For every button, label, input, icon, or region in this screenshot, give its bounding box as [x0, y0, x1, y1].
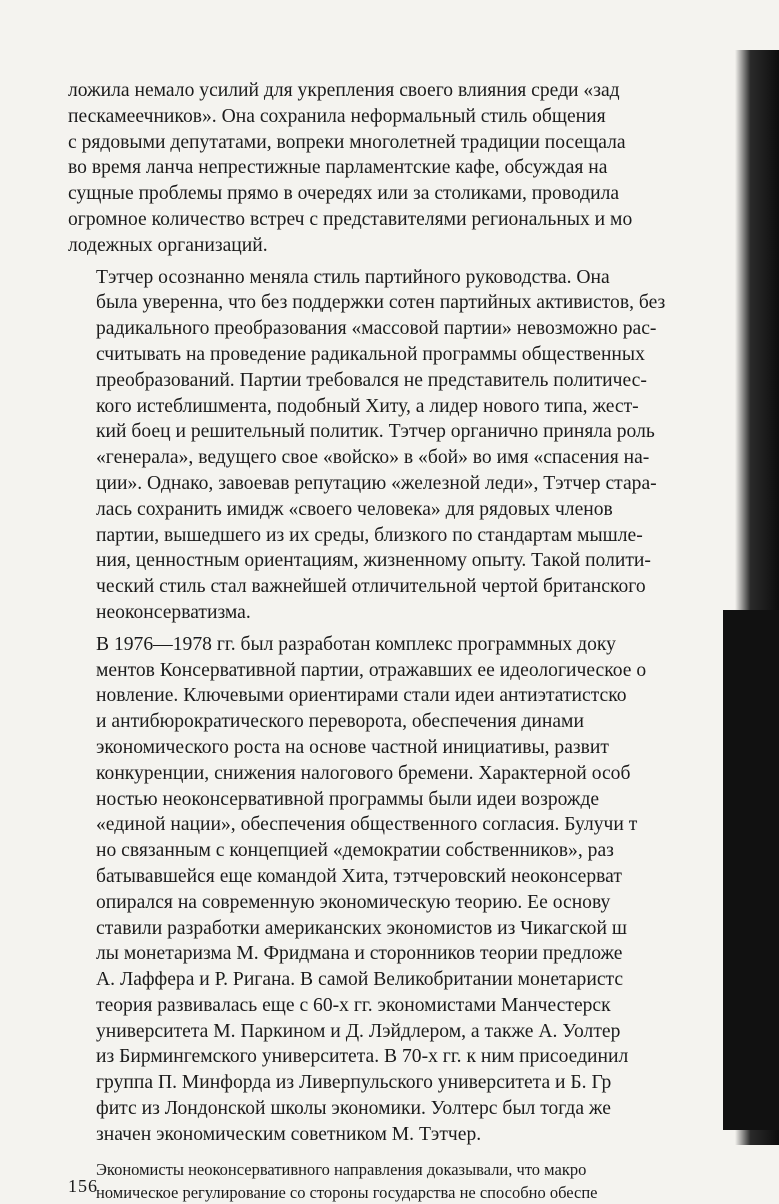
text-line: ставили разработки американских экономистов из Чикагской ш	[96, 917, 627, 939]
text-line: конкуренции, снижения налогового бремени. Характерной особ	[96, 762, 631, 784]
text-line: лась сохранить имидж «своего человека» для рядовых членов	[96, 498, 613, 520]
text-line: была уверенна, что без поддержки сотен партийных активистов, без	[96, 292, 666, 314]
text-line: номическое регулирование со стороны государства не способно обеспе	[96, 1182, 598, 1202]
paragraph-1	[68, 78, 720, 259]
text-line: неоконсерватизма.	[96, 601, 251, 623]
text-line: А. Лаффера и Р. Ригана. В самой Великобритании монетаристс	[96, 969, 624, 991]
text-line: сущные проблемы прямо в очередях или за столиками, проводила	[68, 183, 620, 205]
text-line: ложила немало усилий для укрепления своего влияния среди «зад	[68, 80, 620, 101]
text-line: ментов Консервативной партии, отражавших ее идеологическое о	[96, 659, 647, 681]
text-line: ции». Однако, завоевав репутацию «железной леди», Тэтчер стара-	[96, 472, 657, 494]
text-line: кого истеблишмента, подобный Хиту, а лидер нового типа, жест-	[96, 395, 639, 417]
text-line: партии, вышедшего из их среды, близкого по стандартам мышле-	[96, 524, 643, 546]
text-line: Тэтчер осознанно меняла стиль партийного руководства. Она	[96, 266, 610, 288]
scan-dark-edge	[735, 50, 779, 1145]
text-line: новление. Ключевыми ориентирами стали идеи антиэтатистско	[96, 685, 627, 707]
text-line: группа П. Минфорда из Ливерпульского университета и Б. Гр	[96, 1072, 612, 1094]
text-line: но связанным с концепцией «демократии собственников», раз	[96, 840, 614, 862]
text-line: из Бирмингемского университета. В 70-х гг. к ним присоединил	[96, 1046, 629, 1068]
paragraph-2	[68, 265, 720, 626]
text-line: ческий стиль стал важнейшей отличительной чертой британского	[96, 576, 646, 598]
text-line: ния, ценностным ориентациям, жизненному опыту. Такой полити-	[96, 550, 651, 572]
text-line: батывавшейся еще командой Хита, тэтчеровский неоконсерват	[96, 865, 622, 887]
text-line: во время ланча непрестижные парламентские кафе, обсуждая на	[68, 157, 608, 179]
text-line: Экономисты неоконсервативного направления доказывали, что макро	[96, 1159, 587, 1179]
text-line: огромное количество встреч с представителями региональных и мо	[68, 208, 633, 230]
text-line: теория развивалась еще с 60-х гг. экономистами Манчестерск	[96, 994, 611, 1016]
text-line: лы монетаризма М. Фридмана и сторонников теории предложе	[96, 943, 623, 965]
text-line: пескамеечников». Она сохранила неформальный стиль общения	[68, 105, 606, 127]
page-number: 156	[68, 1176, 98, 1195]
text-line: университета М. Паркином и Д. Лэйдлером, а также А. Уолтер	[96, 1020, 621, 1042]
text-line: опирался на современную экономическую теорию. Ее основу	[96, 891, 611, 913]
text-line: «единой нации», обеспечения общественного согласия. Булучи т	[96, 814, 638, 836]
text-line: радикального преобразования «массовой партии» невозможно рас-	[96, 318, 657, 340]
text-line: и антибюрократического переворота, обеспечения динами	[96, 711, 584, 733]
text-line: кий боец и решительный политик. Тэтчер органично приняла роль	[96, 421, 655, 443]
page-body	[68, 78, 720, 1204]
text-line: «генерала», ведущего свое «войско» в «бой» во имя «спасения на-	[96, 447, 650, 469]
text-line: преобразований. Партии требовался не представитель политичес-	[96, 369, 647, 391]
text-line: экономического роста на основе частной инициативы, развит	[96, 736, 609, 758]
text-line: В 1976—1978 гг. был разработан комплекс программных доку	[96, 633, 616, 655]
text-line: ностью неоконсервативной программы были идеи возрожде	[96, 788, 600, 810]
text-line: значен экономическим советником М. Тэтчер.	[96, 1123, 482, 1145]
text-line: с рядовыми депутатами, вопреки многолетней традиции посещала	[68, 131, 626, 153]
text-line: считывать на проведение радикальной программы общественных	[96, 343, 645, 365]
text-line: фитс из Лондонской школы экономики. Уолтерс был тогда же	[96, 1098, 611, 1120]
footnote	[68, 1158, 720, 1204]
paragraph-3	[68, 632, 720, 1148]
text-line: лодежных организаций.	[68, 234, 268, 256]
